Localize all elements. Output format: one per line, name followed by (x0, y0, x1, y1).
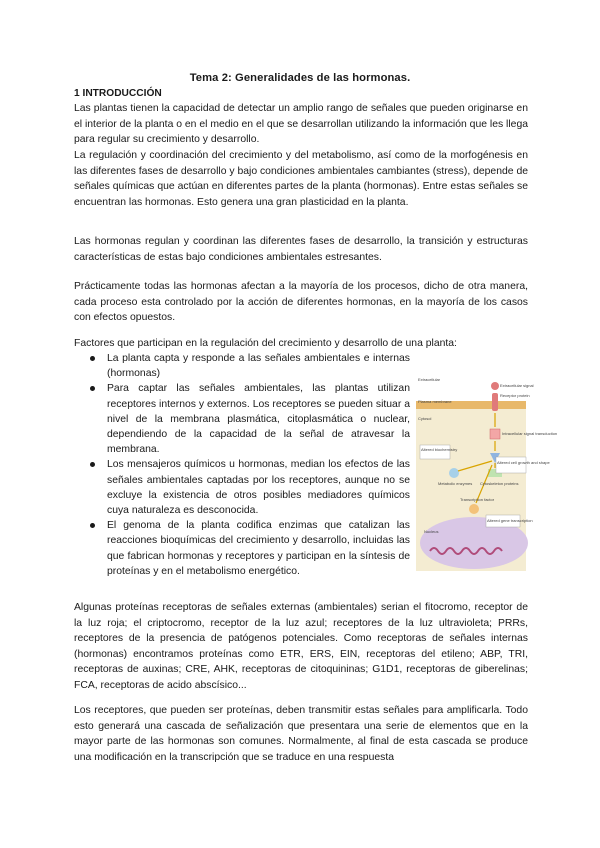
enzyme-circle (449, 468, 459, 478)
extracellular-signal-dot (491, 382, 499, 390)
paragraph-factors-intro: Factores que participan en la regulación del crecimiento y desarrollo de una planta: (74, 338, 457, 349)
section-heading: 1 INTRODUCCIÓN (74, 88, 162, 99)
bullet-item: Para captar las señales ambientales, las plantas utilizan receptores internos y externos. Los receptores se pueden situar a nivel de la membrana plasmática, citoplasmática o nuclear, dependiendo de la capacidad de la señal de atravesar la membrana. (88, 381, 410, 457)
label-cytosol: Cytosol (418, 416, 432, 421)
label-cytoskeleton: Cytoskeleton proteins (480, 481, 519, 486)
paragraph-receptors: Algunas proteínas receptoras de señales externas (ambientales) serian el fitocromo, receptor de la luz roja; el criptocromo, receptor de la luz azul; receptores de la luz ultravioleta; PRRs, receptores de la presencia de patógenos potenciales. Como receptoras de señales internas (hormonas) encontramos proteínas como ETR, ERS, EIN, receptoras del etileno; ABP, TRI, receptoras de auxinas; CRE, AHK, receptoras de citoquininas; G1D1, receptoras de giberelinas; FCA, receptoras de acido abscísico... (74, 602, 528, 691)
label-extracellular-signal: Extracellular signal (500, 383, 534, 388)
label-extracellular: Extracellular (418, 377, 441, 382)
signal-square (490, 429, 500, 439)
label-altered-cell-growth: Altered cell growth and shape (497, 460, 550, 465)
label-plasma-membrane: Plasma membrane (418, 399, 452, 404)
paragraph-4: Prácticamente todas las hormonas afectan a la mayoría de los procesos, dicho de otra manera, cada proceso esta controlado por la acción de diferentes hormonas, en la mayoría de los casos con efectos opuestos. (74, 281, 528, 324)
factors-bullet-list (88, 351, 410, 579)
signal-transduction-figure (412, 373, 558, 573)
paragraph-2: La regulación y coordinación del crecimiento y del metabolismo, así como de la morfogénesis en las diferentes fases de desarrollo y bajo condiciones ambientales cambiantes (stress), depende de señales químicas que actúan en diferentes partes de la planta (hormonas). Entre estas señales se encuentran las hormonas. Esto genera una gran plasticidad en la planta. (74, 150, 528, 208)
label-altered-gene: Altered gene transcription (487, 518, 533, 523)
label-receptor-protein: Receptor protein (500, 393, 530, 398)
bullet-item: Los mensajeros químicos u hormonas, median los efectos de las señales ambientales captadas por los receptores, aunque no se excluye la existencia de otros posibles mediadores químicos cuya naturaleza es desconocida. (88, 457, 410, 518)
label-transcription-factor: Transcription factor (460, 497, 495, 502)
paragraph-1: Las plantas tienen la capacidad de detectar un amplio rango de señales que pueden originarse en el interior de la planta o en el medio en el que se desarrollan utilizando la información que les llega para regular su crecimiento y desarrollo. (74, 103, 529, 146)
page-title: Tema 2: Generalidades de las hormonas. (189, 72, 411, 84)
transcription-factor-shape (469, 504, 479, 514)
paragraph-3: Las hormonas regulan y coordinan las diferentes fases de desarrollo, la transición y estructuras características de estas bajo condiciones ambientales estresantes. (74, 236, 528, 263)
label-intracellular-signal: Intracellular signal transduction (502, 431, 558, 436)
label-nucleus: Nucleus (424, 529, 439, 534)
bullet-item: La planta capta y responde a las señales ambientales e internas (hormonas) (88, 351, 410, 381)
bullet-item: El genoma de la planta codifica enzimas que catalizan las reacciones bioquímicas del crecimiento y desarrollo, incluidas las que fabrican hormonas y receptores y participan en la síntesis de proteínas y en el metabolismo energético. (88, 518, 410, 579)
paragraph-signal-cascade: Los receptores, que pueden ser proteínas, deben transmitir estas señales para amplificarla. Todo esto generará una cascada de señalización que presentara una serie de elementos que en la mayor parte de las hormonas son comunes. Normalmente, al final de esta cascada se produce una modificación en la transcripción que se traduce en una respuesta (74, 705, 528, 763)
receptor-protein-shape (492, 393, 498, 411)
label-altered-biochemistry: Altered biochemistry (421, 447, 458, 452)
label-metabolic-enzymes: Metabolic enzymes (438, 481, 473, 486)
